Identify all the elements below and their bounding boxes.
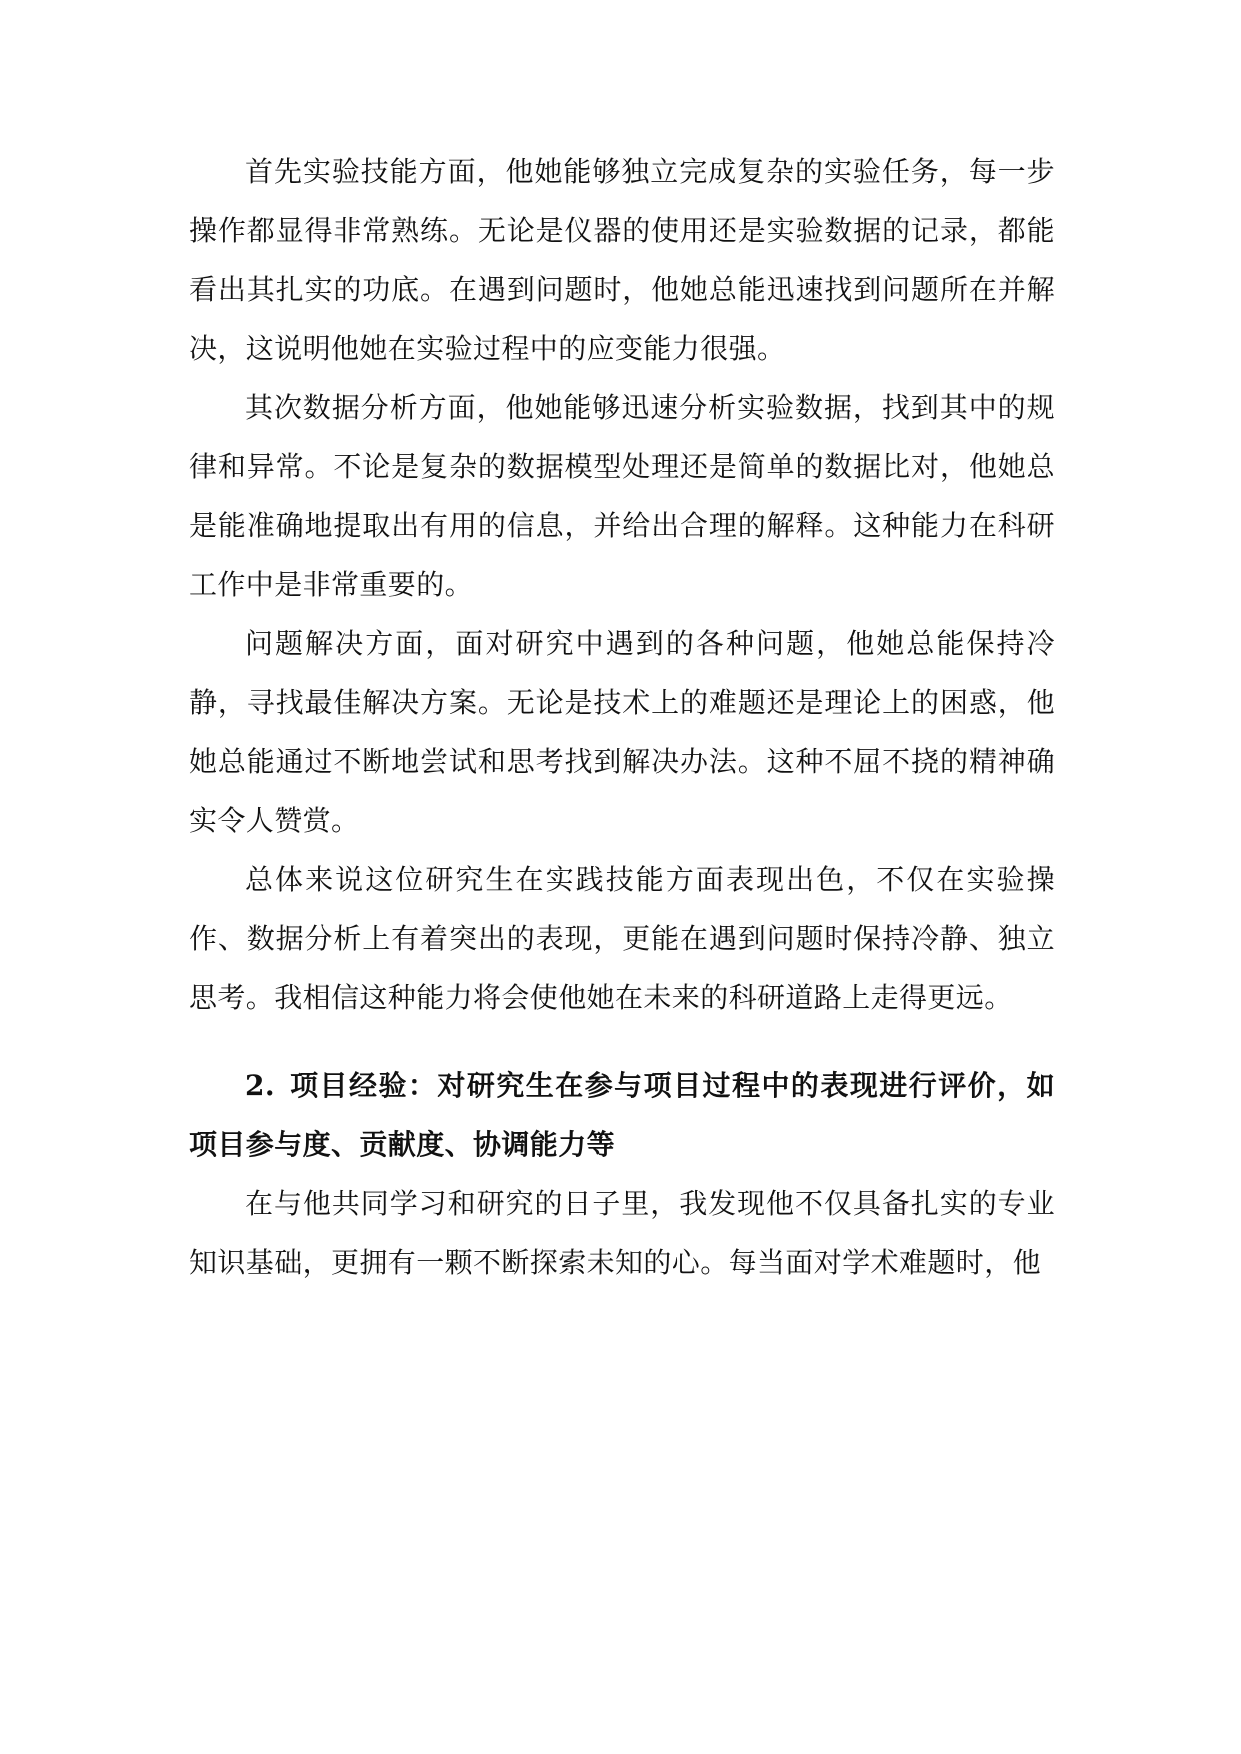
paragraph-problem-solving: 问题解决方面，面对研究中遇到的各种问题，他她总能保持冷静，寻找最佳解决方案。无论是技术上的难题还是理论上的困惑，他她总能通过不断地尝试和思考找到解决办法。这种不屈不挠的精神确实令人赞赏。 — [189, 627, 1055, 837]
document-body — [189, 142, 1055, 1292]
paragraph-data-analysis: 其次数据分析方面，他她能够迅速分析实验数据，找到其中的规律和异常。不论是复杂的数据模型处理还是简单的数据比对，他她总是能准确地提取出有用的信息，并给出合理的解释。这种能力在科研工作中是非常重要的。 — [189, 391, 1055, 601]
paragraph-experimental-skills: 首先实验技能方面，他她能够独立完成复杂的实验任务，每一步操作都显得非常熟练。无论是仪器的使用还是实验数据的记录，都能看出其扎实的功底。在遇到问题时，他她总能迅速找到问题所在并解决，这说明他她在实验过程中的应变能力很强。 — [189, 155, 1055, 365]
paragraph-summary: 总体来说这位研究生在实践技能方面表现出色，不仅在实验操作、数据分析上有着突出的表现，更能在遇到问题时保持冷静、独立思考。我相信这种能力将会使他她在未来的科研道路上走得更远。 — [189, 863, 1055, 1014]
section-heading-number: 2. — [245, 1069, 276, 1102]
section-heading-project-experience — [189, 1056, 1055, 1174]
section-heading-text: 项目经验：对研究生在参与项目过程中的表现进行评价，如项目参与度、贡献度、协调能力等 — [189, 1069, 1055, 1161]
paragraph-project-intro: 在与他共同学习和研究的日子里，我发现他不仅具备扎实的专业知识基础，更拥有一颗不断探索未知的心。每当面对学术难题时，他 — [189, 1187, 1055, 1279]
